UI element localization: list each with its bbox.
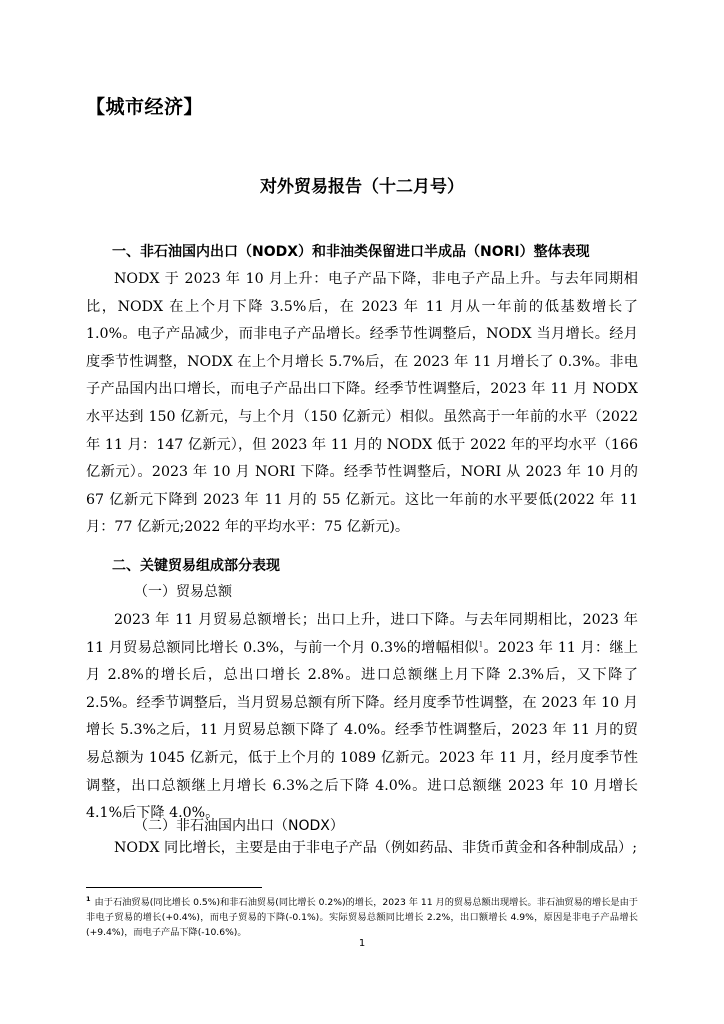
subsection-1-text-a: 2023 年 11 月贸易总额增长；出口上升，进口下降。与去年同期相比，2023 年 11 月贸易总额同比增长 0.3%，与前一个月 0.3%的增幅相似 xyxy=(86,612,638,656)
document-title: 对外贸易报告（十二月号） xyxy=(260,177,464,197)
section-1-heading: 一、非石油国内出口（NODX）和非油类保留进口半成品（NORI）整体表现 xyxy=(112,244,590,260)
footnote-text: 由于石油贸易(同比增长 0.5%)和非石油贸易(同比增长 0.2%)的增长，2023 年 11 月的贸易总额出现增长。非石油贸易的增长是由于非电子贸易的增长(+0.4%)，而电子贸易的下降(-0.1%)。实际贸易总额同比增长 2.2%，出口额增长 4.9%，原因是非电子产品增长(+9.4%)，而电子产品下降(-10.6%)。 xyxy=(86,897,638,939)
footnote-divider xyxy=(86,887,262,888)
section-2-heading: 二、关键贸易组成部分表现 xyxy=(112,558,280,574)
footnote xyxy=(86,892,638,940)
subsection-1-heading: （一）贸易总额 xyxy=(134,584,232,600)
footnote-reference[interactable]: 1 xyxy=(478,639,484,648)
subsection-1-text-b: 。2023 年 11 月：继上月 2.8%的增长后，总出口增长 2.8%。进口总额继上月下降 2.3%后，又下降了 2.5%。经季节调整后，当月贸易总额有所下降。经月度季节性调整，在 2023 年 10 月增长 5.3%之后，11 月贸易总额下降了 4.0%。经季节性调整后，2023 年 11 月的贸易总额为 1045 亿新元，低于上个月的 1089 亿新元。2023 年 11 月，经月度季节性调整，出口总额继上月增长 6.3%之后下降 4.0%。进口总额继 2023 年 10 月增长 4.1%后下降 4.0%。 xyxy=(86,639,638,822)
footnote-marker: 1 xyxy=(86,895,91,903)
subsection-1-paragraph xyxy=(86,607,638,828)
subsection-2-paragraph: NODX 同比增长，主要是由于非电子产品（例如药品、非货币黄金和各种制成品）; xyxy=(114,840,638,856)
subsection-2-heading: （二）非石油国内出口（NODX） xyxy=(134,818,344,834)
section-label: 【城市经济】 xyxy=(86,96,204,118)
page-number: 1 xyxy=(358,938,366,949)
section-1-paragraph: NODX 于 2023 年 10 月上升：电子产品下降，非电子产品上升。与去年同期相比，NODX 在上个月下降 3.5%后，在 2023 年 11 月从一年前的低基数增长了 1.0%。电子产品减少，而非电子产品增长。经季节性调整后，NODX 当月增长。经月度季节性调整，NODX 在上个月增长 5.7%后，在 2023 年 11 月增长了 0.3%。非电子产品国内出口增长，而电子产品出口下降。经季节性调整后，2023 年 11 月 NODX 水平达到 150 亿新元，与上个月（150 亿新元）相似。虽然高于一年前的水平（2022 年 11 月：147 亿新元），但 2023 年 11 月的 NODX 低于 2022 年的平均水平（166 亿新元）。2023 年 10 月 NORI 下降。经季节性调整后，NORI 从 2023 年 10 月的 67 亿新元下降到 2023 年 11 月的 55 亿新元。这比一年前的水平要低(2022 年 11 月：77 亿新元;2022 年的平均水平：75 亿新元)。 xyxy=(86,271,638,536)
